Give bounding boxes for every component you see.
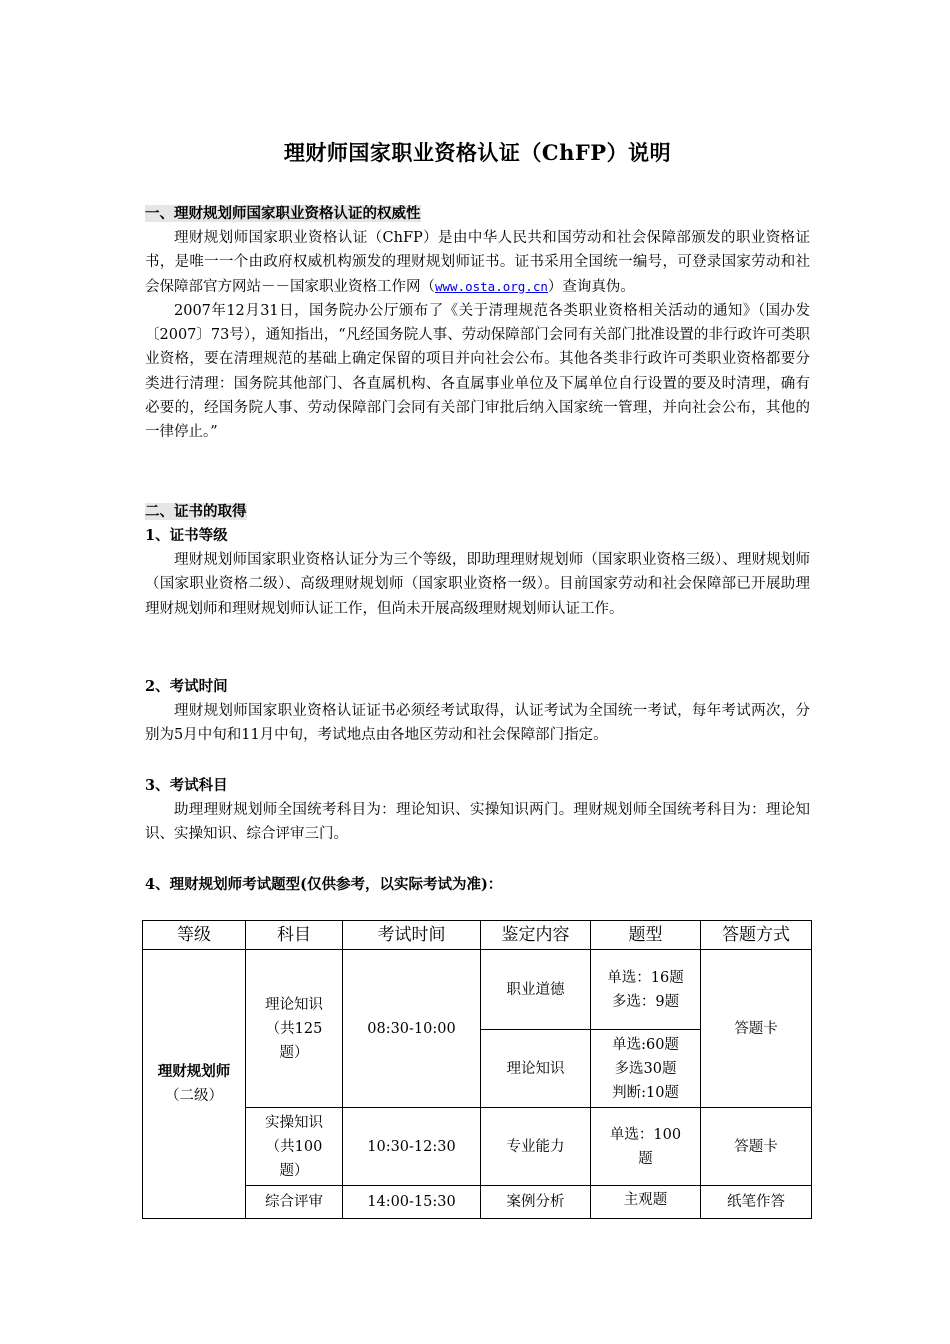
header-answer-method: 答题方式	[701, 921, 812, 950]
level-name: 理财规划师	[157, 1063, 231, 1080]
answer-card-cell-2: 答题卡	[701, 1108, 812, 1186]
header-question-type: 题型	[591, 921, 701, 950]
section-2-heading: 二、证书的取得	[145, 503, 247, 520]
practice-content-cell: 专业能力	[481, 1108, 591, 1186]
osta-link[interactable]: www.osta.org.cn	[435, 278, 548, 294]
header-level: 等级	[143, 921, 246, 950]
document-title: 理财师国家职业资格认证（ChFP）说明	[283, 140, 672, 165]
practice-type-cell: 单选：100题	[591, 1108, 701, 1186]
subsection-exam-time: 2、考试时间	[145, 678, 228, 695]
level-grade: （二级）	[165, 1088, 223, 1104]
review-type-cell: 主观题	[591, 1186, 701, 1219]
review-content-cell: 案例分析	[481, 1186, 591, 1219]
subsection-exam-types-block	[145, 873, 810, 897]
ethics-cell: 职业道德	[481, 950, 591, 1030]
review-time-cell: 14:00-15:30	[343, 1186, 481, 1219]
exam-time-text: 理财规划师国家职业资格认证证书必须经考试取得，认证考试为全国统一考试，每年考试两次，分别为5月中旬和11月中旬，考试地点由各地区劳动和社会保障部门指定。	[145, 703, 810, 744]
review-answer-cell: 纸笔作答	[701, 1186, 812, 1219]
section-1	[145, 202, 810, 445]
subsection-exam-subjects: 3、考试科目	[145, 777, 228, 794]
theory-subject-cell: 理论知识（共125题）	[246, 950, 343, 1108]
section-2	[145, 500, 810, 621]
practice-subject-cell: 实操知识（共100题）	[246, 1108, 343, 1186]
theory-content-cell: 理论知识	[481, 1030, 591, 1108]
ethics-type-cell: 单选：16题 多选：9题	[591, 950, 701, 1030]
review-subject-cell: 综合评审	[246, 1186, 343, 1219]
section-1-paragraph-1: 理财规划师国家职业资格认证（ChFP）是由中华人民共和国劳动和社会保障部颁发的职业资格证书，是唯一一个由政府权威机构颁发的理财规划师证书。证书采用全国统一编号，可登录国家劳动和社会保障部官方网站－－国家职业资格工作网（www.osta.org.cn）查询真伪。	[145, 230, 810, 295]
table-header-row	[143, 921, 812, 950]
section-1-heading: 一、理财规划师国家职业资格认证的权威性	[145, 205, 421, 222]
practice-time-cell: 10:30-12:30	[343, 1108, 481, 1186]
subsection-exam-subjects-block	[145, 774, 810, 847]
exam-subjects-text: 助理理财规划师全国统考科目为：理论知识、实操知识两门。理财规划师全国统考科目为：理论知识、实操知识、综合评审三门。	[145, 802, 810, 843]
level-cell	[143, 950, 246, 1219]
header-exam-time: 考试时间	[343, 921, 481, 950]
theory-type-cell: 单选:60题 多选30题 判断:10题	[591, 1030, 701, 1108]
answer-card-cell-1: 答题卡	[701, 950, 812, 1108]
certificate-level-text: 理财规划师国家职业资格认证分为三个等级，即助理理财规划师（国家职业资格三级）、理财规划师（国家职业资格二级）、高级理财规划师（国家职业资格一级）。目前国家劳动和社会保障部已开展助理理财规划师和理财规划师认证工作，但尚未开展高级理财规划师认证工作。	[145, 552, 810, 617]
theory-time-cell: 08:30-10:00	[343, 950, 481, 1108]
subsection-certificate-level: 1、证书等级	[145, 527, 228, 544]
exam-format-table	[142, 920, 812, 1219]
header-content: 鉴定内容	[481, 921, 591, 950]
section-1-paragraph-2: 2007年12月31日，国务院办公厅颁布了《关于清理规范各类职业资格相关活动的通知》（国办发〔2007〕73号），通知指出，“凡经国务院人事、劳动保障部门会同有关部门批准设置的非行政许可类职业资格，要在清理规范的基础上确定保留的项目并向社会公布。其他各类非行政许可类职业资格都要分类进行清理：国务院其他部门、各直属机构、各直属事业单位及下属单位自行设置的要及时清理，确有必要的，经国务院人事、劳动保障部门会同有关部门审批后纳入国家统一管理，并向社会公布，其他的一律停止。”	[145, 302, 810, 441]
subsection-exam-time-block	[145, 675, 810, 748]
header-subject: 科目	[246, 921, 343, 950]
subsection-exam-types: 4、理财规划师考试题型(仅供参考，以实际考试为准)：	[145, 876, 503, 893]
table-row	[143, 950, 812, 1030]
